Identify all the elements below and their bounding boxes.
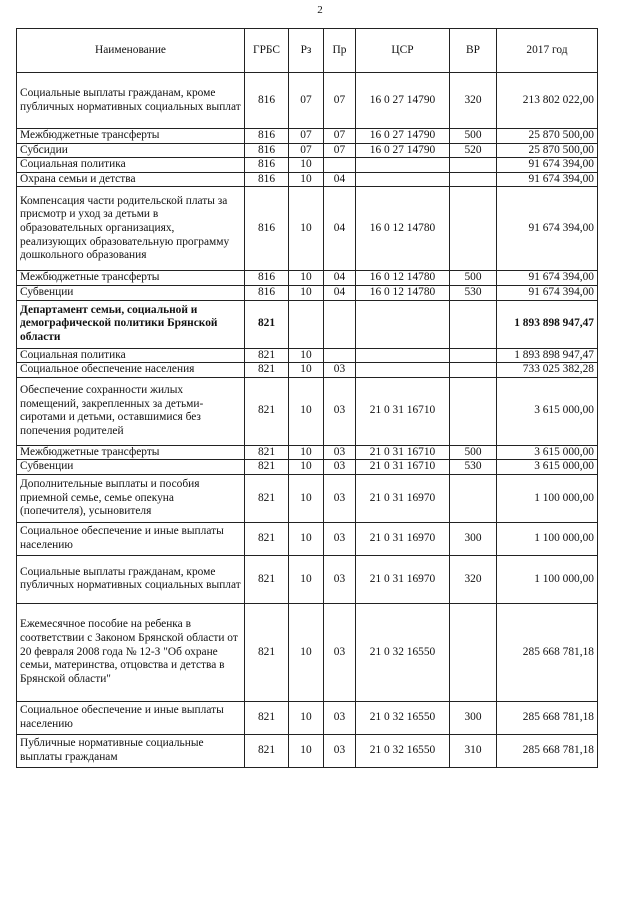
table-cell-pr: 04 [324,187,356,271]
table-cell-amount: 1 100 000,00 [497,555,598,603]
header-pr: Пр [324,29,356,73]
table-row [17,271,598,286]
table-cell-csr: 21 0 31 16970 [356,555,450,603]
table-cell-grbs: 821 [245,445,289,460]
table-cell-grbs: 821 [245,555,289,603]
header-row [17,29,598,73]
table-cell-amount: 91 674 394,00 [497,285,598,300]
table-cell-vr: 530 [450,460,497,475]
header-grbs: ГРБС [245,29,289,73]
table-cell-vr: 320 [450,555,497,603]
table-cell-name: Публичные нормативные социальные выплаты гражданам [17,734,245,767]
table-row [17,187,598,271]
table-cell-pr: 03 [324,522,356,555]
table-cell-pr: 07 [324,129,356,144]
table-row [17,143,598,158]
table-row [17,734,598,767]
table-cell-grbs: 816 [245,73,289,129]
table-cell-grbs: 816 [245,129,289,144]
table-cell-amount: 1 100 000,00 [497,474,598,522]
table-cell-name: Социальная политика [17,348,245,363]
table-cell-rz: 10 [289,474,324,522]
table-row [17,701,598,734]
table-cell-amount: 1 893 898 947,47 [497,300,598,348]
table-cell-grbs: 816 [245,285,289,300]
table-row [17,363,598,378]
table-cell-vr: 320 [450,73,497,129]
table-cell-name: Социальное обеспечение и иные выплаты населению [17,701,245,734]
table-cell-grbs: 821 [245,377,289,445]
table-cell-rz: 07 [289,73,324,129]
table-cell-rz: 10 [289,363,324,378]
table-cell-amount: 733 025 382,28 [497,363,598,378]
table-cell-amount: 3 615 000,00 [497,460,598,475]
table-cell-rz: 10 [289,734,324,767]
table-cell-name: Субвенции [17,285,245,300]
table-cell-csr: 16 0 27 14790 [356,143,450,158]
table-cell-csr: 16 0 12 14780 [356,271,450,286]
table-row [17,460,598,475]
table-cell-rz: 10 [289,271,324,286]
table-cell-grbs: 816 [245,172,289,187]
table-cell-vr: 500 [450,271,497,286]
table-cell-pr [324,300,356,348]
table-row [17,555,598,603]
table-cell-name: Ежемесячное пособие на ребенка в соответствии с Законом Брянской области от 20 февраля 2008 года № 12-З "Об охране семьи, материнства, отцовства и детства в Брянской области" [17,603,245,701]
table-cell-csr: 16 0 12 14780 [356,285,450,300]
table-cell-csr: 21 0 32 16550 [356,701,450,734]
table-cell-name: Социальное обеспечение населения [17,363,245,378]
table-cell-vr [450,603,497,701]
table-cell-csr [356,363,450,378]
table-cell-rz: 10 [289,348,324,363]
table-cell-rz: 10 [289,701,324,734]
table-cell-grbs: 816 [245,158,289,173]
table-row [17,522,598,555]
table-cell-vr: 500 [450,445,497,460]
table-cell-name: Межбюджетные трансферты [17,271,245,286]
table-cell-name: Департамент семьи, социальной и демографической политики Брянской области [17,300,245,348]
table-cell-amount: 25 870 500,00 [497,129,598,144]
table-cell-csr [356,172,450,187]
table-cell-pr: 07 [324,73,356,129]
table-cell-amount: 1 100 000,00 [497,522,598,555]
table-cell-pr: 07 [324,143,356,158]
table-cell-amount: 91 674 394,00 [497,271,598,286]
table-cell-grbs: 816 [245,143,289,158]
table-cell-grbs: 821 [245,348,289,363]
table-cell-name: Дополнительные выплаты и пособия приемной семье, семье опекуна (попечителя), усыновителя [17,474,245,522]
table-cell-amount: 91 674 394,00 [497,172,598,187]
table-cell-pr: 03 [324,701,356,734]
table-cell-name: Социальные выплаты гражданам, кроме публичных нормативных социальных выплат [17,555,245,603]
table-cell-pr: 03 [324,555,356,603]
table-cell-pr: 04 [324,271,356,286]
header-amount: 2017 год [497,29,598,73]
table-cell-amount: 3 615 000,00 [497,445,598,460]
table-cell-pr: 04 [324,285,356,300]
table-cell-rz: 10 [289,555,324,603]
table-cell-pr: 03 [324,474,356,522]
table-cell-pr: 03 [324,603,356,701]
table-cell-rz [289,300,324,348]
table-cell-amount: 285 668 781,18 [497,603,598,701]
table-cell-name: Компенсация части родительской платы за присмотр и уход за детьми в образовательных организациях, реализующих образовательную программу дошкольного образования [17,187,245,271]
table-cell-grbs: 816 [245,271,289,286]
table-cell-grbs: 821 [245,603,289,701]
table-row [17,300,598,348]
table-cell-pr [324,348,356,363]
table-cell-csr: 16 0 27 14790 [356,73,450,129]
budget-table [16,28,598,768]
table-cell-vr [450,187,497,271]
table-cell-pr: 03 [324,734,356,767]
table-cell-pr: 04 [324,172,356,187]
table-cell-rz: 10 [289,158,324,173]
table-cell-rz: 07 [289,129,324,144]
table-row [17,348,598,363]
table-cell-name: Межбюджетные трансферты [17,129,245,144]
table-cell-amount: 213 802 022,00 [497,73,598,129]
table-row [17,603,598,701]
table-cell-csr [356,158,450,173]
table-cell-csr [356,348,450,363]
table-cell-vr: 530 [450,285,497,300]
header-name: Наименование [17,29,245,73]
table-cell-grbs: 816 [245,187,289,271]
table-cell-csr: 21 0 31 16710 [356,377,450,445]
table-cell-amount: 285 668 781,18 [497,701,598,734]
table-cell-amount: 91 674 394,00 [497,187,598,271]
table-cell-csr: 21 0 32 16550 [356,603,450,701]
table-row [17,129,598,144]
table-cell-rz: 07 [289,143,324,158]
table-cell-csr: 21 0 31 16710 [356,445,450,460]
table-cell-name: Социальная политика [17,158,245,173]
table-row [17,73,598,129]
table-cell-vr [450,158,497,173]
table-cell-vr [450,172,497,187]
table-cell-name: Социальные выплаты гражданам, кроме публичных нормативных социальных выплат [17,73,245,129]
table-cell-amount: 25 870 500,00 [497,143,598,158]
table-row [17,474,598,522]
table-row [17,172,598,187]
table-cell-rz: 10 [289,445,324,460]
table-row [17,445,598,460]
table-cell-pr [324,158,356,173]
table-cell-csr: 16 0 12 14780 [356,187,450,271]
table-cell-grbs: 821 [245,300,289,348]
table-cell-name: Охрана семьи и детства [17,172,245,187]
table-row [17,285,598,300]
header-rz: Рз [289,29,324,73]
table-cell-name: Межбюджетные трансферты [17,445,245,460]
table-cell-csr: 21 0 32 16550 [356,734,450,767]
table-cell-rz: 10 [289,285,324,300]
table-cell-rz: 10 [289,460,324,475]
page-number: 2 [317,4,323,16]
table-cell-grbs: 821 [245,363,289,378]
table-cell-name: Обеспечение сохранности жилых помещений, закрепленных за детьми-сиротами и детьми, оставшимися без попечения родителей [17,377,245,445]
table-cell-vr [450,474,497,522]
table-cell-vr: 300 [450,701,497,734]
table-cell-rz: 10 [289,377,324,445]
table-cell-rz: 10 [289,187,324,271]
table-cell-amount: 3 615 000,00 [497,377,598,445]
table-cell-vr: 520 [450,143,497,158]
table-cell-pr: 03 [324,377,356,445]
table-cell-rz: 10 [289,603,324,701]
table-cell-csr: 21 0 31 16970 [356,522,450,555]
table-cell-vr [450,377,497,445]
table-cell-grbs: 821 [245,734,289,767]
table-cell-vr: 310 [450,734,497,767]
table-cell-csr: 21 0 31 16970 [356,474,450,522]
table-cell-rz: 10 [289,172,324,187]
table-cell-amount: 1 893 898 947,47 [497,348,598,363]
table-cell-amount: 91 674 394,00 [497,158,598,173]
table-cell-pr: 03 [324,445,356,460]
header-csr: ЦСР [356,29,450,73]
table-cell-grbs: 821 [245,522,289,555]
header-vr: ВР [450,29,497,73]
table-row [17,158,598,173]
table-cell-rz: 10 [289,522,324,555]
table-cell-vr [450,300,497,348]
table-cell-name: Субвенции [17,460,245,475]
table-cell-csr: 21 0 31 16710 [356,460,450,475]
table-cell-grbs: 821 [245,460,289,475]
table-cell-grbs: 821 [245,701,289,734]
table-cell-vr: 500 [450,129,497,144]
table-cell-pr: 03 [324,363,356,378]
table-cell-amount: 285 668 781,18 [497,734,598,767]
table-cell-name: Социальное обеспечение и иные выплаты населению [17,522,245,555]
table-cell-vr [450,348,497,363]
table-cell-vr: 300 [450,522,497,555]
table-cell-grbs: 821 [245,474,289,522]
table-cell-csr [356,300,450,348]
table-cell-name: Субсидии [17,143,245,158]
table-cell-vr [450,363,497,378]
table-cell-pr: 03 [324,460,356,475]
table-row [17,377,598,445]
table-cell-csr: 16 0 27 14790 [356,129,450,144]
